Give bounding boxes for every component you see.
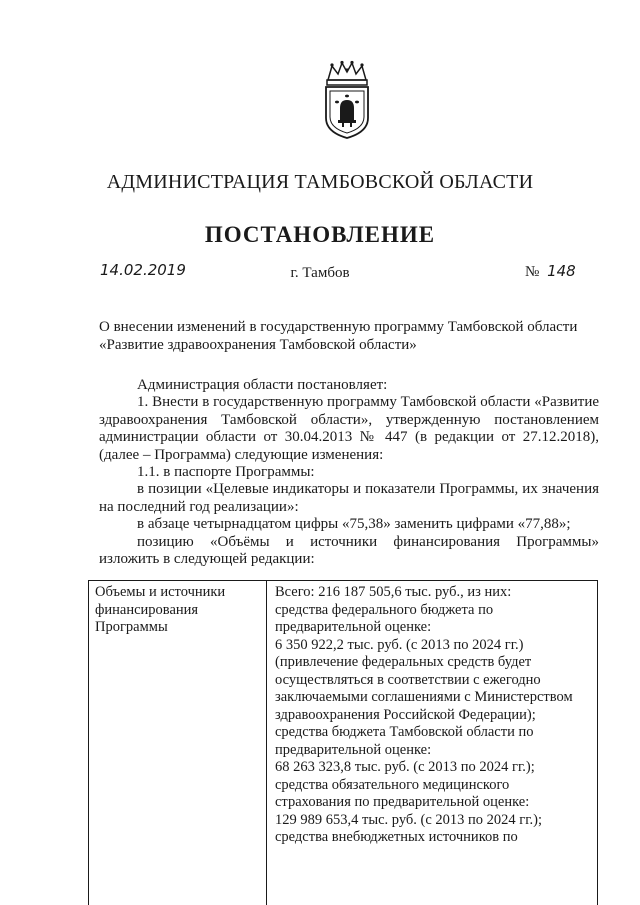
value-line: 129 989 653,4 тыс. руб. (с 2013 по 2024 гг.); (275, 811, 543, 828)
label-line: Программы (95, 619, 168, 635)
document-number (525, 262, 576, 281)
handwritten-number: 148 (547, 262, 576, 280)
value-line: (привлечение федеральных средств будет (275, 654, 532, 670)
subject-line: «Развитие здравоохранения Тамбовской области» (99, 337, 417, 353)
document-subject (99, 318, 599, 354)
table-label-cell (89, 581, 267, 905)
handwritten-date: 14.02.2019 (100, 261, 186, 279)
value-line: средства федерального бюджета по (275, 601, 494, 618)
value-line: Всего: 216 187 505,6 тыс. руб., из них: (275, 584, 512, 600)
value-line: средства бюджета Тамбовской области по (275, 724, 534, 740)
number-sign: № (525, 264, 540, 280)
tambov-coat-of-arms-icon (318, 60, 376, 140)
value-line: средства обязательного медицинского (275, 776, 510, 793)
value-line: заключаемыми соглашениями с Министерством (275, 689, 573, 705)
label-line: Объемы и источники (95, 584, 226, 600)
document-body (99, 377, 599, 568)
value-line: здравоохранения Российской Федерации); (275, 706, 536, 723)
value-line: средства внебюджетных источников по (275, 829, 518, 845)
body-paragraph: Администрация области постановляет: (137, 377, 388, 393)
value-line: 6 350 922,2 тыс. руб. (с 2013 по 2024 гг.) (275, 636, 524, 653)
label-line: финансирования (95, 601, 199, 618)
table-value-cell (267, 581, 597, 905)
value-line: 68 263 323,8 тыс. руб. (с 2013 по 2024 гг.); (275, 759, 535, 775)
organization-title: АДМИНИСТРАЦИЯ ТАМБОВСКОЙ ОБЛАСТИ (106, 171, 534, 193)
body-paragraph: 1.1. в паспорте Программы: (137, 464, 315, 481)
body-paragraph: в абзаце четырнадцатом цифры «75,38» заменить цифрами «77,88»; (137, 516, 571, 533)
body-paragraph: в позиции «Целевые индикаторы и показатели Программы, их значения на последний год реализации»: (99, 481, 599, 515)
document-type-title: ПОСТАНОВЛЕНИЕ (204, 222, 436, 247)
subject-line: О внесении изменений в государственную программу Тамбовской области (99, 319, 578, 335)
body-paragraph: 1. Внести в государственную программу Тамбовской области «Развитие здравоохранения Тамбовской области», утвержденную постановлением администрации области от 30.04.2013 № 447 (в редакции от 27.12.2018), (далее – Программа) следующие изменения: (99, 394, 599, 463)
value-line: предварительной оценке: (275, 741, 432, 758)
financing-table (88, 580, 598, 905)
value-line: предварительной оценке: (275, 619, 432, 635)
value-line: осуществляться в соответствии с ежегодно (275, 671, 541, 688)
city-label: г. Тамбов (290, 265, 350, 281)
value-line: страхования по предварительной оценке: (275, 794, 530, 810)
body-paragraph: позицию «Объёмы и источники финансирования Программы» изложить в следующей редакции: (99, 533, 599, 568)
